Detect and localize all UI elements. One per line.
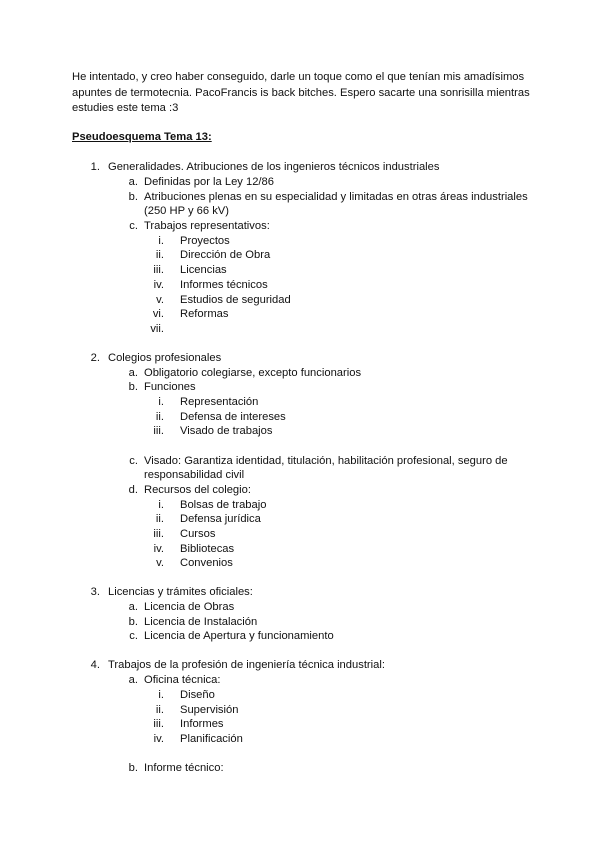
subitem-marker: i. (158, 235, 164, 247)
list-item: Oficina técnica: (144, 674, 221, 686)
subitem-marker: iv. (153, 279, 164, 291)
intro-line: apuntes de termotecnia. PacoFrancis is back bitches. Espero sacarte una sonrisilla mientras (72, 87, 530, 99)
sub-list-item: Informes técnicos (180, 279, 268, 291)
subitem-marker: ii. (155, 513, 164, 525)
subitem-marker: ii. (155, 411, 164, 423)
subitem-marker: i. (158, 396, 164, 408)
subitem-marker: ii. (155, 704, 164, 716)
list-item: Trabajos representativos: (144, 220, 270, 232)
item-marker: d. (128, 484, 138, 496)
list-item: Licencia de Instalación (144, 616, 258, 628)
sub-list-item: Defensa de intereses (180, 411, 286, 423)
list-item: Informe técnico: (144, 762, 224, 774)
section-title: Colegios profesionales (108, 352, 222, 364)
list-item-continuation: (250 HP y 66 kV) (144, 205, 229, 217)
list-item: Recursos del colegio: (144, 484, 251, 496)
sub-list-item: Informes (180, 718, 224, 730)
sub-list-item: Proyectos (180, 235, 230, 247)
sub-list-item: Diseño (180, 689, 215, 701)
sub-list-item: Visado de trabajos (180, 425, 273, 437)
item-marker: b. (128, 381, 138, 393)
subitem-marker: v. (156, 557, 164, 569)
list-item: Atribuciones plenas en su especialidad y limitadas en otras áreas industriales (144, 191, 528, 203)
item-marker: b. (128, 616, 138, 628)
list-item: Funciones (144, 381, 196, 393)
sub-list-item: Estudios de seguridad (180, 294, 291, 306)
list-item-continuation: responsabilidad civil (144, 469, 245, 481)
item-marker: b. (128, 191, 138, 203)
item-marker: a. (128, 367, 138, 379)
sub-list-item: Cursos (180, 528, 216, 540)
subitem-marker: vii. (150, 323, 164, 335)
intro-line: estudies este tema :3 (72, 102, 179, 114)
subitem-marker: vi. (152, 308, 164, 320)
page-title: Pseudoesquema Tema 13: (72, 131, 212, 143)
subitem-marker: iii. (153, 528, 164, 540)
item-marker: c. (129, 630, 138, 642)
subitem-marker: iv. (153, 543, 164, 555)
section-marker: 3. (90, 586, 100, 598)
sub-list-item: Reformas (180, 308, 229, 320)
sub-list-item: Representación (180, 396, 259, 408)
sub-list-item: Supervisión (180, 704, 239, 716)
subitem-marker: iv. (153, 733, 164, 745)
item-marker: a. (128, 176, 138, 188)
list-item: Licencia de Obras (144, 601, 235, 613)
subitem-marker: ii. (155, 249, 164, 261)
section-title: Generalidades. Atribuciones de los ingenieros técnicos industriales (108, 161, 440, 173)
sub-list-item: Dirección de Obra (180, 249, 271, 261)
item-marker: a. (128, 601, 138, 613)
sub-list-item: Convenios (180, 557, 233, 569)
sub-list-item: Licencias (180, 264, 227, 276)
section-title: Trabajos de la profesión de ingeniería técnica industrial: (108, 659, 385, 671)
intro-line: He intentado, y creo haber conseguido, darle un toque como el que tenían mis amadísimos (72, 71, 525, 83)
subitem-marker: iii. (153, 718, 164, 730)
item-marker: a. (128, 674, 138, 686)
subitem-marker: iii. (153, 425, 164, 437)
subitem-marker: iii. (153, 264, 164, 276)
item-marker: c. (129, 455, 138, 467)
item-marker: c. (129, 220, 138, 232)
item-marker: b. (128, 762, 138, 774)
sub-list-item: Bolsas de trabajo (180, 499, 267, 511)
sub-list-item: Defensa jurídica (180, 513, 261, 525)
list-item: Obligatorio colegiarse, excepto funcionarios (144, 367, 362, 379)
list-item: Definidas por la Ley 12/86 (144, 176, 274, 188)
subitem-marker: i. (158, 499, 164, 511)
section-marker: 1. (90, 161, 100, 173)
subitem-marker: i. (158, 689, 164, 701)
section-marker: 4. (90, 659, 100, 671)
section-marker: 2. (90, 352, 100, 364)
list-item: Licencia de Apertura y funcionamiento (144, 630, 334, 642)
section-title: Licencias y trámites oficiales: (108, 586, 253, 598)
sub-list-item: Bibliotecas (180, 543, 235, 555)
sub-list-item: Planificación (180, 733, 243, 745)
list-item: Visado: Garantiza identidad, titulación, habilitación profesional, seguro de (144, 455, 508, 467)
subitem-marker: v. (156, 294, 164, 306)
